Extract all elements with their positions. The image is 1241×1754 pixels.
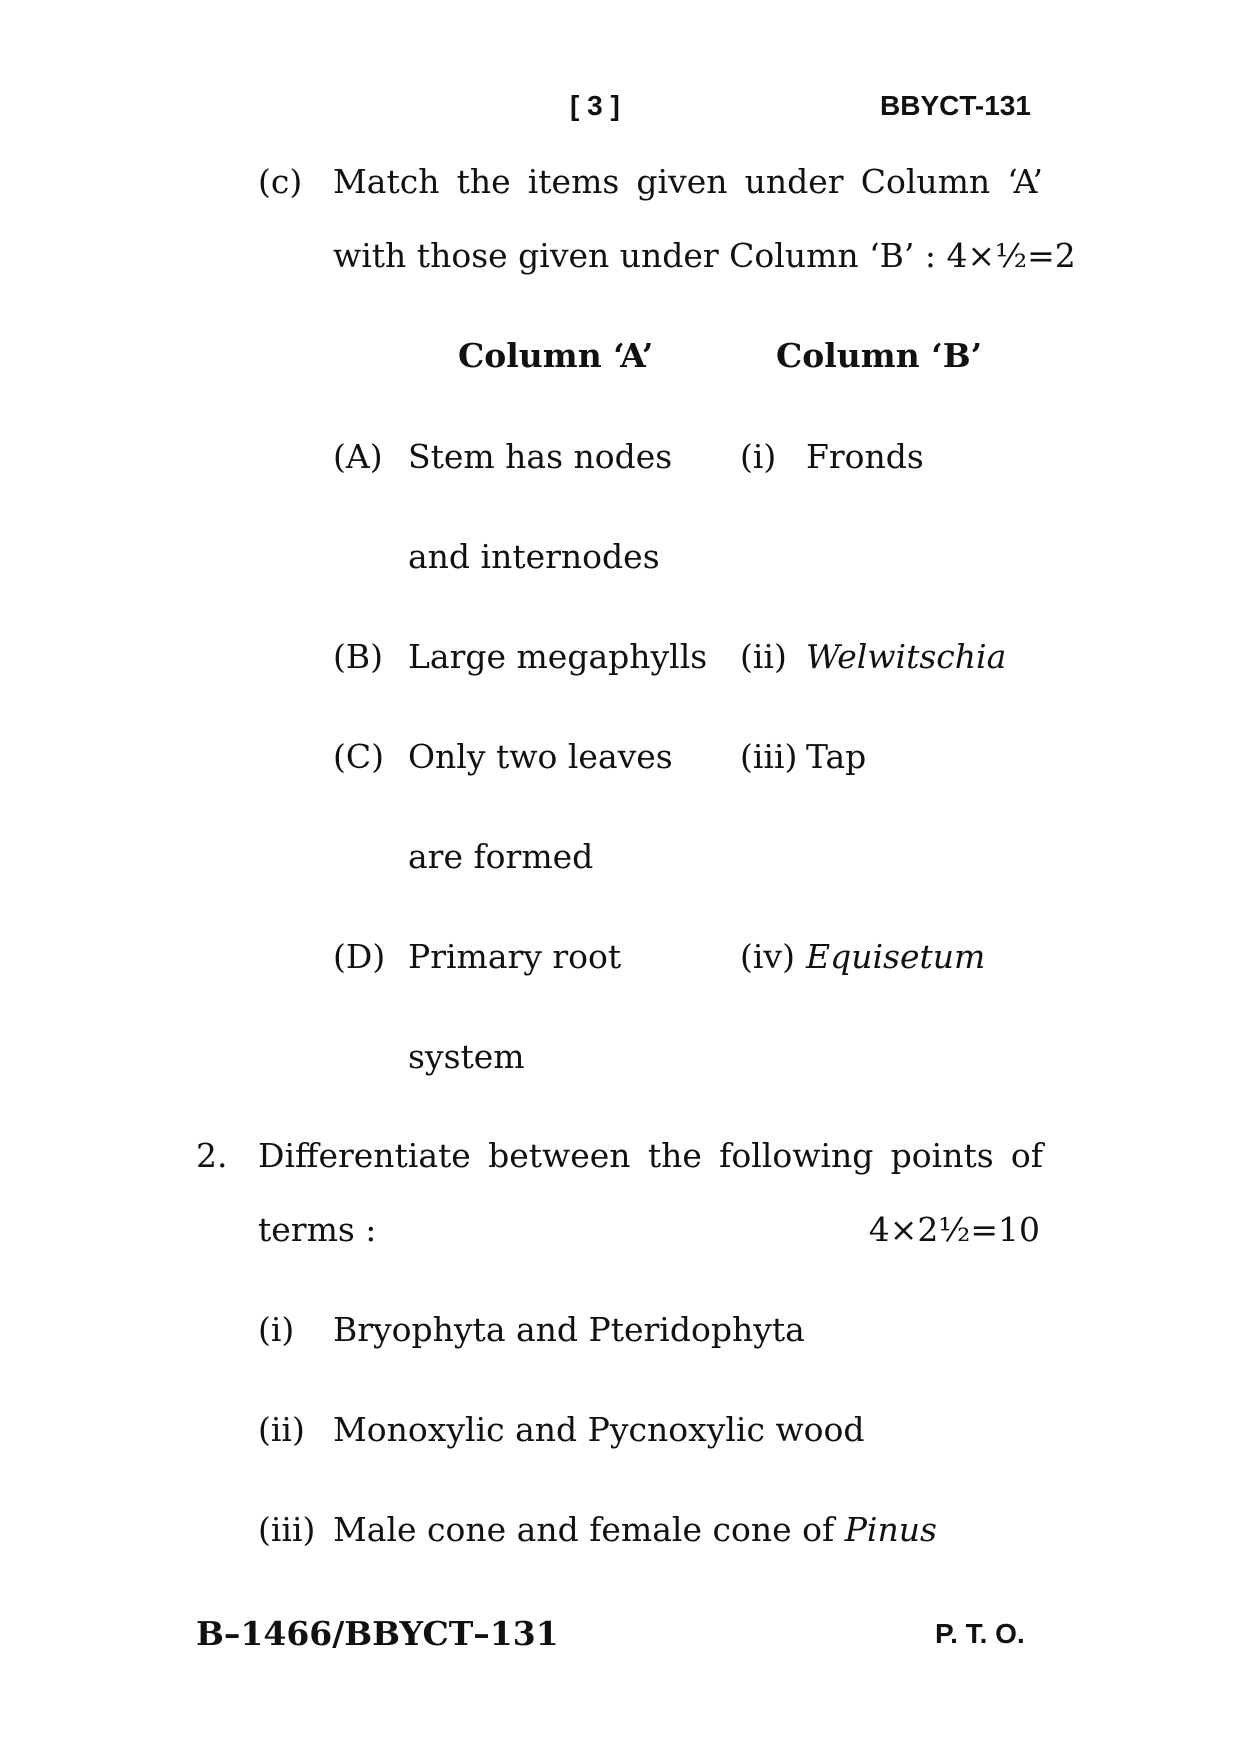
column-a-header: Column ‘A’ — [458, 336, 654, 375]
q2-item-iii-italic: Pinus — [844, 1510, 937, 1549]
page-number: [ 3 ] — [570, 90, 620, 121]
q2-item-ii-text: Monoxylic and Pycnoxylic wood — [333, 1410, 865, 1449]
q2-item-iii-text — [333, 1510, 937, 1549]
row-iii-text: Tap — [806, 737, 867, 776]
q1c-line1: Match the items given under Column ‘A’ — [333, 162, 1043, 201]
row-iv-label: (iv) — [740, 937, 795, 976]
row-ii-text: Welwitschia — [806, 637, 1007, 676]
row-iii-label: (iii) — [740, 737, 798, 776]
row-d-text-line1: Primary root — [408, 937, 622, 976]
q2-item-i-label: (i) — [258, 1310, 295, 1349]
row-d-label: (D) — [333, 937, 386, 976]
q2-item-iii-label: (iii) — [258, 1510, 316, 1549]
footer-pto: P. T. O. — [935, 1618, 1025, 1649]
row-i-text: Fronds — [806, 437, 924, 476]
q2-item-i-text: Bryophyta and Pteridophyta — [333, 1310, 805, 1349]
row-i-label: (i) — [740, 437, 777, 476]
q2-item-iii-plain: Male cone and female cone of — [333, 1510, 845, 1549]
q2-item-ii-label: (ii) — [258, 1410, 305, 1449]
footer-code: B–1466/BBYCT–131 — [196, 1614, 559, 1653]
q2-number: 2. — [196, 1136, 228, 1175]
q2-line1: Differentiate between the following points of — [258, 1136, 1043, 1175]
row-a-label: (A) — [333, 437, 383, 476]
q1c-line2: with those given under Column ‘B’ : 4×½=2 — [333, 236, 1076, 275]
row-c-text-line2: are formed — [408, 837, 594, 876]
row-a-text-line1: Stem has nodes — [408, 437, 673, 476]
column-b-header: Column ‘B’ — [776, 336, 983, 375]
row-b-label: (B) — [333, 637, 383, 676]
row-c-text-line1: Only two leaves — [408, 737, 673, 776]
row-iv-text: Equisetum — [806, 937, 986, 976]
q2-marks: 4×2½=10 — [868, 1210, 1040, 1249]
row-c-label: (C) — [333, 737, 384, 776]
q2-line2: terms : — [258, 1210, 377, 1249]
row-a-text-line2: and internodes — [408, 537, 660, 576]
row-d-text-line2: system — [408, 1037, 525, 1076]
row-ii-label: (ii) — [740, 637, 787, 676]
row-b-text-line1: Large megaphylls — [408, 637, 708, 676]
q1c-label: (c) — [258, 162, 303, 201]
paper-code: BBYCT-131 — [880, 90, 1031, 121]
